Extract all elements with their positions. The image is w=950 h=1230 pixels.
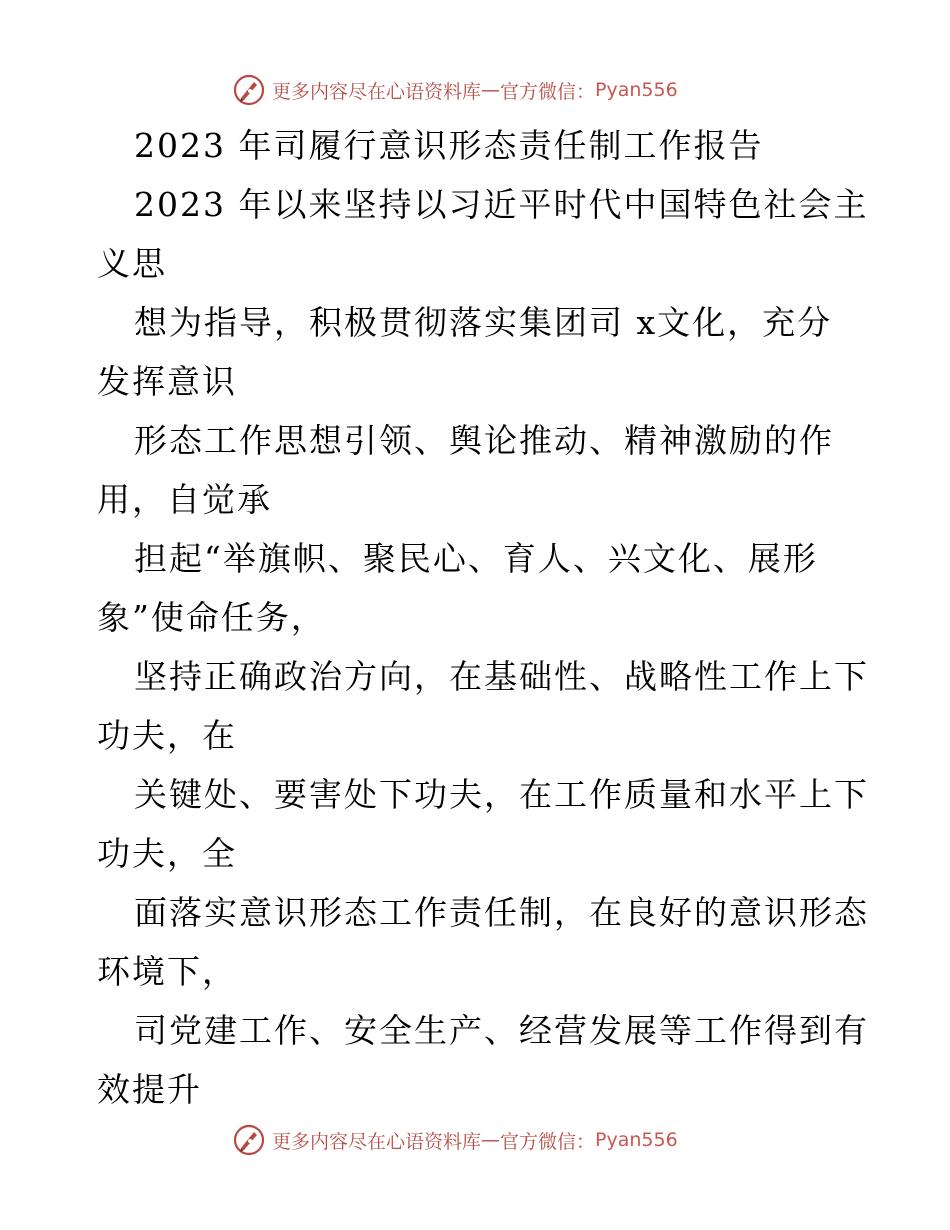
document-title: 2023 年司履行意识形态责任制工作报告 — [134, 126, 764, 165]
paragraph-line: 象”使命任务， — [97, 598, 326, 637]
paragraph-line: 司党建工作、安全生产、经营发展等工作得到有 — [134, 1011, 869, 1050]
banner-text: 更多内容尽在心语资料库 — [272, 80, 482, 103]
paragraph-line: 形态工作思想引领、舆论推动、精神激励的作 — [134, 421, 834, 460]
paragraph-line: 想为指导，积极贯彻落实集团司 x文化，充分 — [134, 303, 833, 342]
paragraph-line: 用，自觉承 — [97, 480, 272, 519]
paragraph-line: 担起“举旗帜、聚民心、育人、兴文化、展形 — [134, 539, 818, 578]
header-banner — [232, 72, 678, 108]
banner-account-label: 官方微信： — [500, 1130, 596, 1153]
paragraph-line: 2023 年以来坚持以习近平时代中国特色社会主 — [134, 185, 869, 224]
paragraph-line: 功夫，全 — [97, 834, 237, 873]
banner-account: Pyan556 — [595, 79, 678, 101]
paragraph-line: 义思 — [97, 244, 167, 283]
paragraph-line: 效提升 — [97, 1070, 202, 1109]
footer-banner — [232, 1122, 678, 1158]
paragraph-line: 环境下， — [97, 952, 237, 991]
paragraph-line: 发挥意识 — [97, 362, 237, 401]
pen-logo-icon — [232, 73, 266, 107]
paragraph-line: 坚持正确政治方向，在基础性、战略性工作上下 — [134, 657, 869, 696]
paragraph-line: 面落实意识形态工作责任制，在良好的意识形态 — [134, 893, 869, 932]
banner-separator: — — [481, 1129, 501, 1151]
paragraph-line: 功夫，在 — [97, 716, 237, 755]
banner-account-label: 官方微信： — [500, 80, 596, 103]
banner-text: 更多内容尽在心语资料库 — [272, 1130, 482, 1153]
banner-separator: — — [481, 79, 501, 101]
banner-account: Pyan556 — [595, 1129, 678, 1151]
paragraph-line: 关键处、要害处下功夫，在工作质量和水平上下 — [134, 775, 869, 814]
pen-logo-icon — [232, 1123, 266, 1157]
